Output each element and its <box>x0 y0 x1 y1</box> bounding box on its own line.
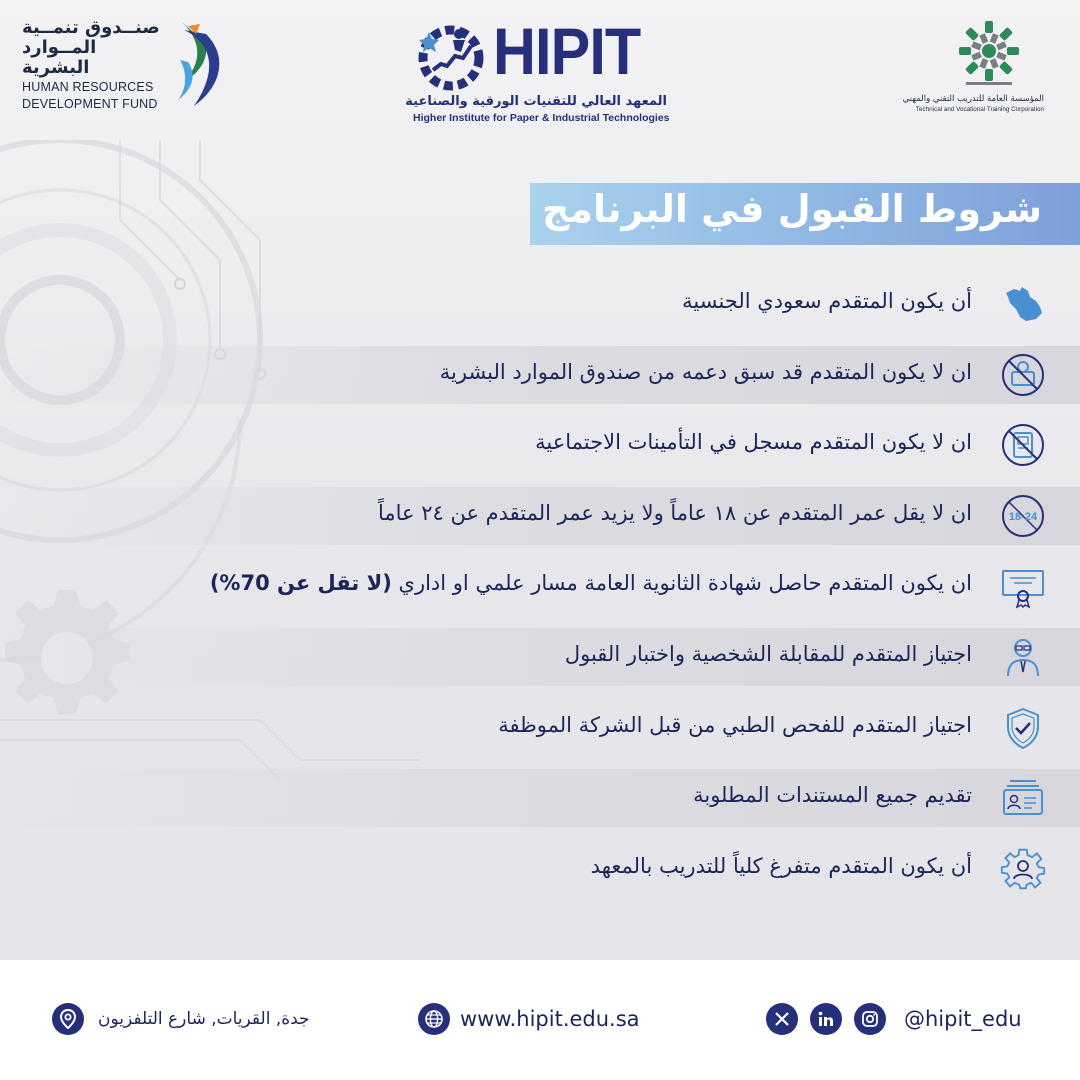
requirement-item <box>0 840 1080 898</box>
certificate-icon <box>1000 563 1046 609</box>
age-range-icon <box>1000 493 1046 539</box>
hipit-english-name: Higher Institute for Paper & Industrial Technologies <box>413 112 670 124</box>
saudi-map-icon <box>1000 281 1046 327</box>
hrdf-emblem-icon <box>170 20 230 110</box>
website-link[interactable]: www.hipit.edu.sa <box>460 1007 640 1031</box>
requirement-item <box>0 769 1080 827</box>
age-range-label: 18-24 <box>1008 510 1038 523</box>
full-time-gear-icon <box>1000 846 1046 892</box>
requirement-text: اجتياز المتقدم للفحص الطبي من قبل الشركة الموظفة <box>498 712 972 737</box>
requirement-text: ان لا يقل عمر المتقدم عن ١٨ عاماً ولا يزيد عمر المتقدم عن ٢٤ عاماً <box>377 500 972 525</box>
requirement-item <box>0 416 1080 474</box>
social-handle[interactable]: @hipit_edu <box>904 1007 1022 1031</box>
requirement-item <box>0 346 1080 404</box>
hrdf-english-line2: DEVELOPMENT FUND <box>22 97 158 111</box>
no-funding-icon <box>1000 352 1046 398</box>
hipit-gear-emblem-icon <box>415 18 485 92</box>
requirement-text <box>210 571 972 595</box>
title-banner <box>530 183 1080 245</box>
linkedin-icon[interactable] <box>810 1003 842 1035</box>
tvtc-arabic-name: المؤسسة العامة للتدريب التقني والمهني <box>902 94 1044 104</box>
tvtc-star-emblem-icon <box>956 18 1022 88</box>
requirement-text: اجتياز المتقدم للمقابلة الشخصية واختبار القبول <box>564 641 972 666</box>
hrdf-logo <box>22 18 222 118</box>
medical-shield-icon <box>1000 705 1046 751</box>
page-title: شروط القبول في البرنامج <box>542 187 1042 231</box>
hipit-arabic-name: المعهد العالي للتقنيات الورقية والصناعية <box>405 94 667 109</box>
requirement-item <box>0 487 1080 545</box>
requirement-text-main: ان يكون المتقدم حاصل شهادة الثانوية العامة مسار علمي او اداري <box>391 571 972 596</box>
requirement-text: تقديم جميع المستندات المطلوبة <box>693 783 972 808</box>
no-insurance-icon <box>1000 422 1046 468</box>
hrdf-english-line1: HUMAN RESOURCES <box>22 80 154 94</box>
x-twitter-icon[interactable] <box>766 1003 798 1035</box>
requirement-text: أن يكون المتقدم سعودي الجنسية <box>682 289 972 313</box>
documents-icon <box>1000 775 1046 821</box>
header <box>0 0 1080 140</box>
requirement-item <box>0 275 1080 333</box>
requirement-item <box>0 628 1080 686</box>
hipit-logo <box>405 14 675 124</box>
footer-address <box>52 1002 310 1036</box>
tvtc-english-name: Technical and Vocational Training Corporation <box>915 106 1044 113</box>
requirement-text: ان لا يكون المتقدم قد سبق دعمه من صندوق الموارد البشرية <box>439 359 972 384</box>
hipit-title: HIPIT <box>493 14 641 88</box>
footer <box>0 960 1080 1080</box>
requirement-item <box>0 699 1080 757</box>
requirement-text-bold: (لا تقل عن 70%) <box>209 571 392 596</box>
hrdf-arabic-line1: صنــدوق تنمــية <box>22 17 160 38</box>
globe-icon <box>418 1003 450 1035</box>
footer-website[interactable] <box>418 1002 640 1036</box>
requirement-text: أن يكون المتقدم متفرغ كلياً للتدريب بالمعهد <box>590 853 972 878</box>
location-pin-icon <box>52 1003 84 1035</box>
footer-socials <box>766 1002 1022 1036</box>
hrdf-arabic-line2: المــوارد البشرية <box>22 37 97 78</box>
requirement-item <box>0 557 1080 615</box>
address-text: جدة, القريات, شارع التلفزيون <box>98 1009 310 1029</box>
tvtc-logo <box>900 18 1060 128</box>
instagram-icon[interactable] <box>854 1003 886 1035</box>
interview-icon <box>1000 634 1046 680</box>
requirements-list <box>0 275 1080 910</box>
requirement-text: ان لا يكون المتقدم مسجل في التأمينات الاجتماعية <box>535 430 972 455</box>
